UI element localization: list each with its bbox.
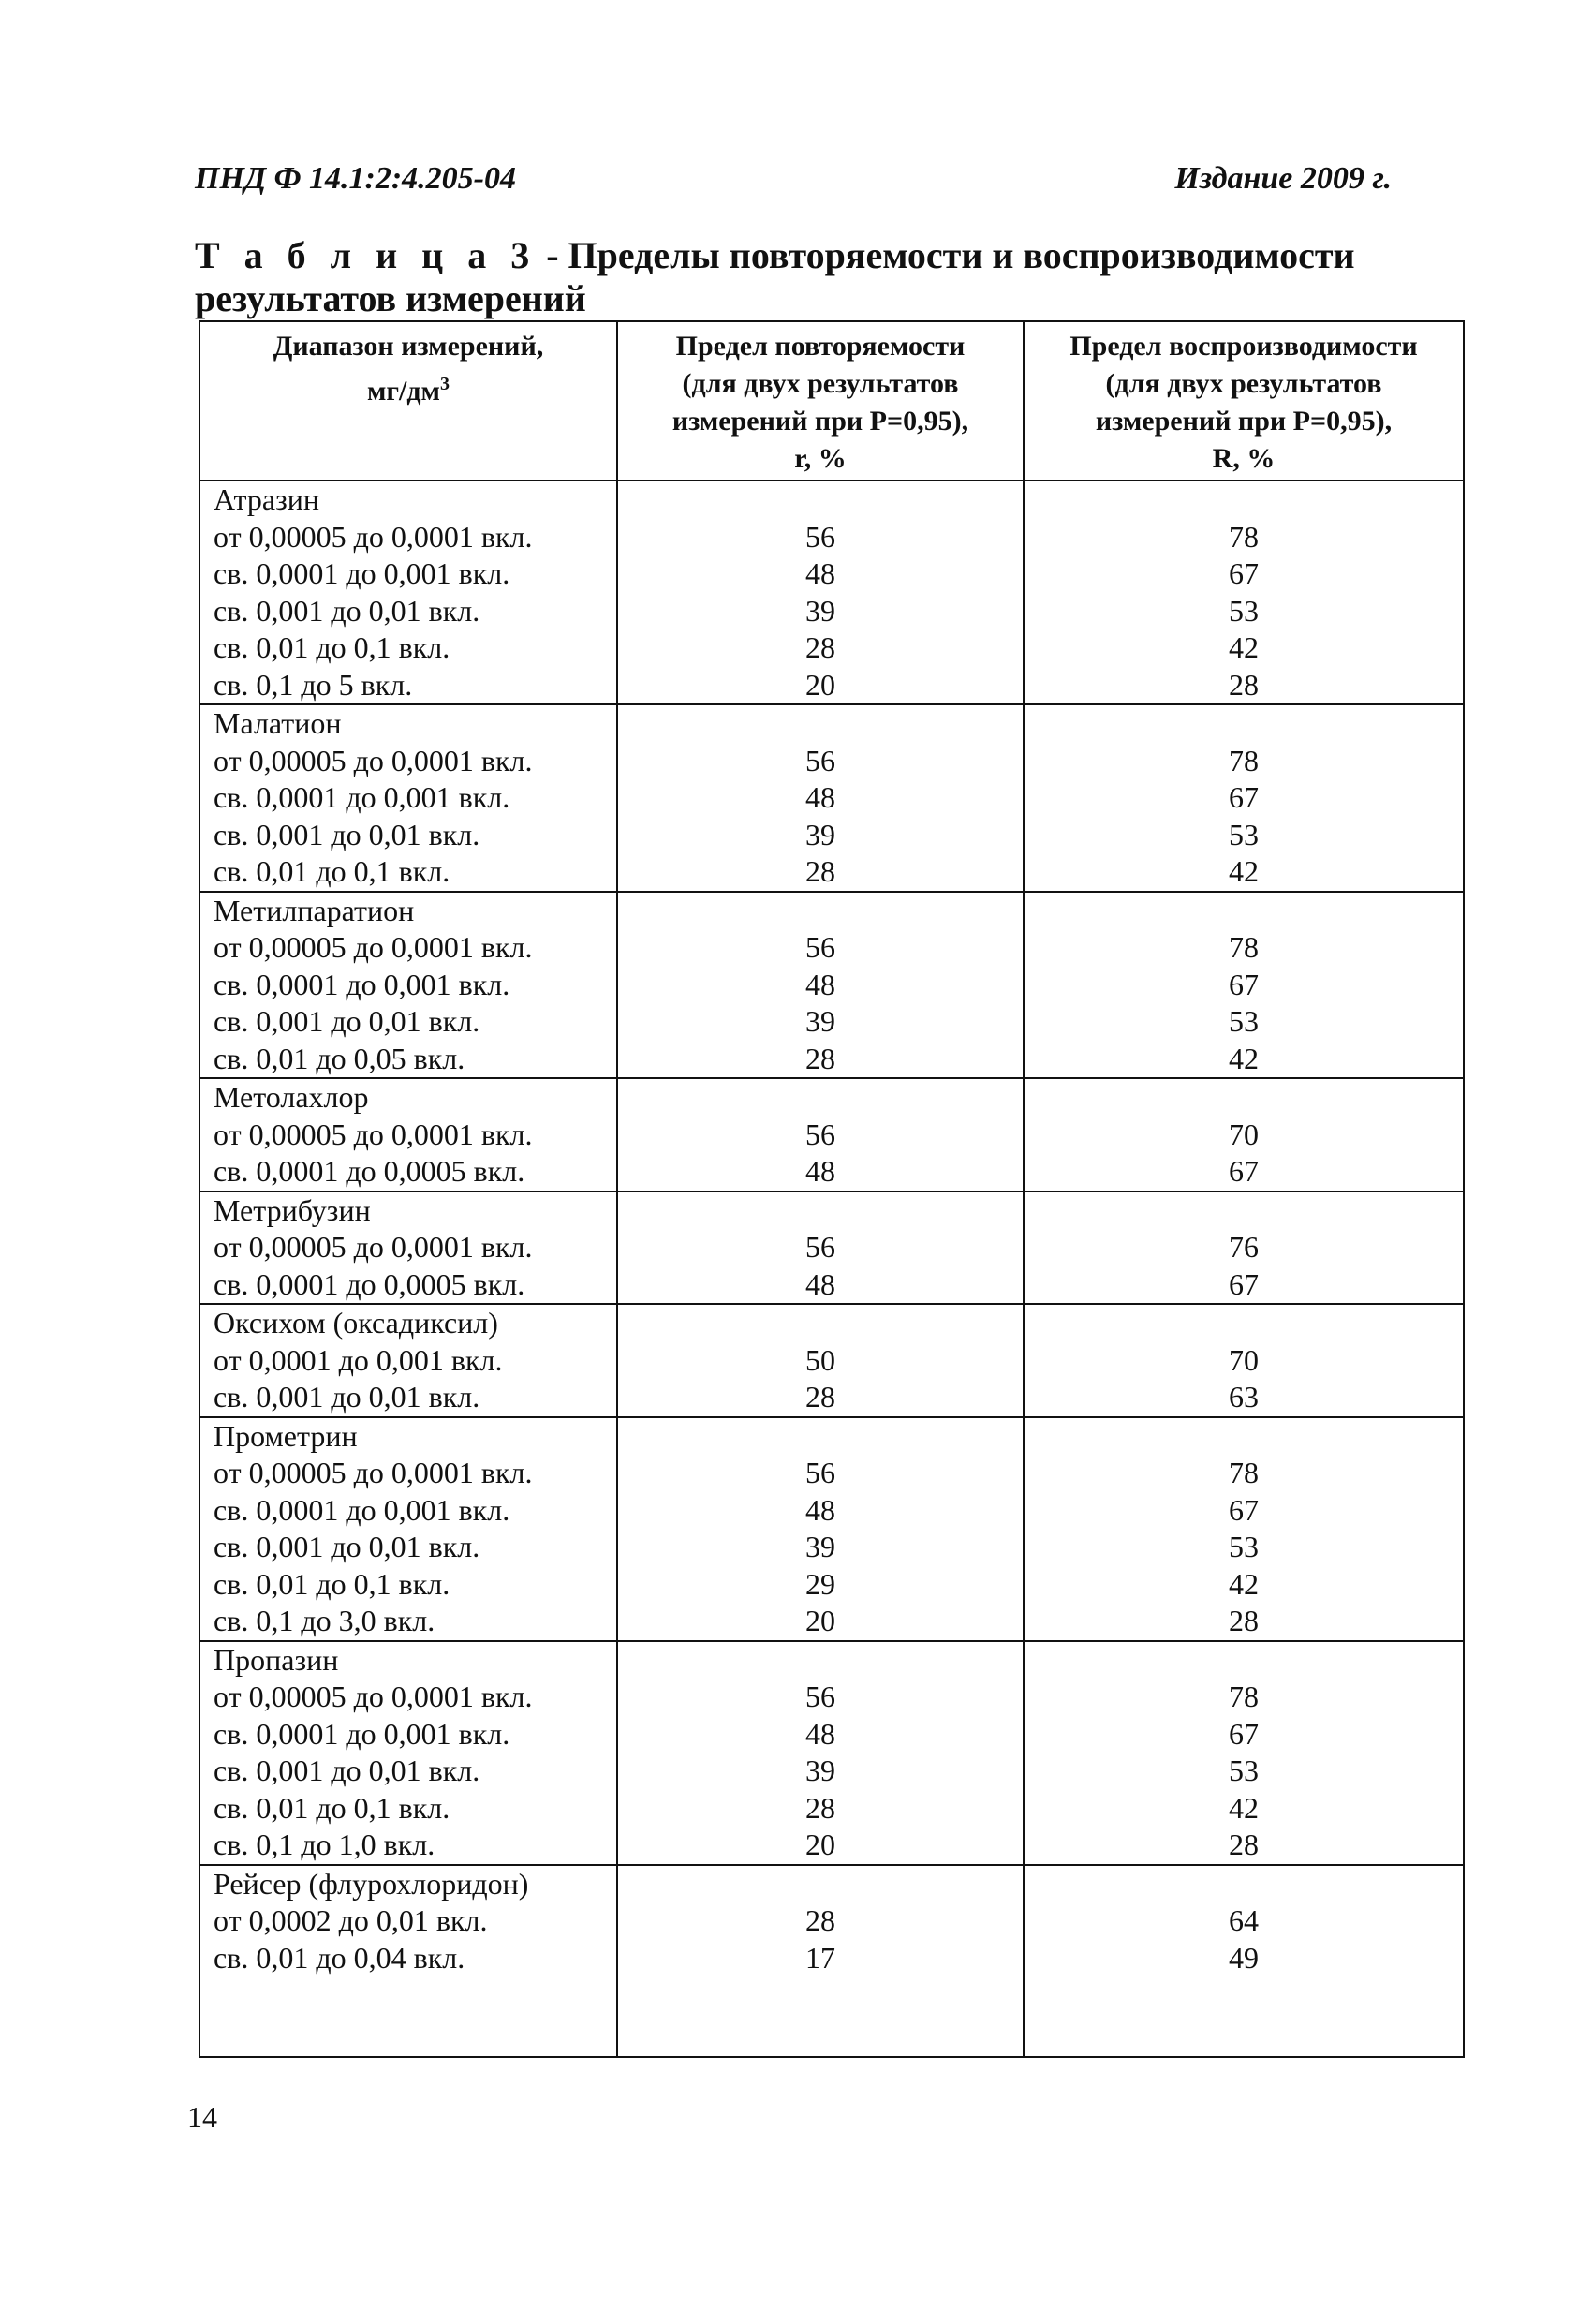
repeatability-value: 48 (805, 1492, 835, 1527)
blank-line (618, 1642, 1023, 1680)
range-value: св. 0,0001 до 0,001 вкл. (214, 967, 510, 1001)
blank-line (618, 481, 1023, 519)
range-cell (199, 1192, 617, 1305)
range-value: св. 0,1 до 1,0 вкл. (214, 1828, 435, 1861)
repeatability-value: 48 (805, 967, 835, 1001)
blank-line (618, 893, 1023, 930)
repeatability-value: 56 (805, 519, 835, 554)
reproducibility-value: 67 (1229, 1716, 1259, 1751)
table-section-row (199, 1417, 1464, 1641)
blank-line (1025, 1642, 1463, 1680)
document-code: ПНД Ф 14.1:2:4.205-04 (195, 161, 516, 196)
reproducibility-value: 67 (1229, 556, 1259, 590)
header-line: R, % (1212, 443, 1276, 474)
range-value: от 0,00005 до 0,0001 вкл. (214, 1456, 533, 1489)
reproducibility-value: 70 (1229, 1342, 1259, 1377)
header-line: измерений при Р=0,95), (1095, 406, 1393, 437)
repeatability-value: 17 (805, 1940, 835, 1975)
repeatability-cell (617, 1417, 1024, 1641)
reproducibility-value: 53 (1229, 817, 1259, 851)
range-value: св. 0,001 до 0,01 вкл. (214, 593, 480, 628)
column-header-repeatability (617, 321, 1024, 481)
reproducibility-cell (1024, 892, 1464, 1079)
repeatability-value: 48 (805, 780, 835, 814)
range-value: св. 0,0001 до 0,001 вкл. (214, 556, 510, 590)
page-number: 14 (187, 2100, 217, 2134)
table-section-row (199, 892, 1464, 1079)
range-value: св. 0,0001 до 0,001 вкл. (214, 1492, 510, 1527)
edition-label: Издание 2009 г. (1174, 161, 1392, 196)
repeatability-value: 48 (805, 1266, 835, 1301)
substance-name: Рейсер (флурохлоридон) (214, 1866, 529, 1901)
reproducibility-cell (1024, 1192, 1464, 1305)
column-header-reproducibility (1024, 321, 1464, 481)
reproducibility-value: 70 (1229, 1117, 1259, 1151)
header-line: Диапазон измерений, (273, 331, 544, 362)
repeatability-value: 56 (805, 1456, 835, 1489)
range-cell (199, 1865, 617, 2058)
range-value: от 0,00005 до 0,0001 вкл. (214, 743, 533, 777)
range-value: св. 0,001 до 0,01 вкл. (214, 1380, 480, 1414)
repeatability-value: 39 (805, 1754, 835, 1787)
repeatability-value: 28 (805, 1041, 835, 1075)
blank-line (618, 1305, 1023, 1342)
blank-line (618, 1418, 1023, 1456)
range-value: св. 0,001 до 0,01 вкл. (214, 817, 480, 851)
range-value: св. 0,1 до 3,0 вкл. (214, 1604, 435, 1637)
range-value: св. 0,0001 до 0,0005 вкл. (214, 1266, 525, 1301)
reproducibility-value: 78 (1229, 743, 1259, 777)
repeatability-value: 29 (805, 1566, 835, 1601)
header-line (208, 365, 609, 410)
blank-line (1025, 1866, 1463, 1903)
range-value: от 0,00005 до 0,0001 вкл. (214, 1230, 533, 1264)
repeatability-value: 39 (805, 1004, 835, 1038)
substance-name: Малатион (214, 706, 342, 740)
reproducibility-cell (1024, 481, 1464, 704)
limits-table (199, 320, 1465, 2058)
reproducibility-value: 28 (1229, 1828, 1259, 1861)
blank-line (1025, 1079, 1463, 1117)
range-value: от 0,00005 до 0,0001 вкл. (214, 1117, 533, 1151)
reproducibility-cell (1024, 1078, 1464, 1192)
repeatability-value: 28 (805, 1903, 835, 1937)
blank-line (618, 705, 1023, 743)
range-value: от 0,00005 до 0,0001 вкл. (214, 519, 533, 554)
repeatability-value: 20 (805, 1604, 835, 1637)
table-section-row (199, 1641, 1464, 1865)
reproducibility-cell (1024, 1641, 1464, 1865)
table-bottom-space (1025, 1976, 1463, 2056)
range-value: св. 0,01 до 0,05 вкл. (214, 1041, 465, 1075)
blank-line (1025, 1305, 1463, 1342)
reproducibility-value: 28 (1229, 667, 1259, 702)
header-line: (для двух результатов (682, 368, 959, 399)
blank-line (618, 1192, 1023, 1230)
range-value: св. 0,01 до 0,1 вкл. (214, 1566, 450, 1601)
repeatability-value: 56 (805, 1230, 835, 1264)
table-section-row (199, 1078, 1464, 1192)
range-value: св. 0,0001 до 0,0005 вкл. (214, 1154, 525, 1188)
repeatability-value: 48 (805, 556, 835, 590)
reproducibility-value: 76 (1229, 1230, 1259, 1264)
table-title (195, 234, 1450, 320)
reproducibility-value: 42 (1229, 1790, 1259, 1825)
range-value: от 0,00005 до 0,0001 вкл. (214, 930, 533, 964)
reproducibility-cell (1024, 1304, 1464, 1417)
repeatability-cell (617, 481, 1024, 704)
range-value: св. 0,001 до 0,01 вкл. (214, 1530, 480, 1563)
repeatability-value: 48 (805, 1154, 835, 1188)
unit-superscript: 3 (440, 374, 450, 394)
repeatability-value: 56 (805, 930, 835, 964)
reproducibility-value: 63 (1229, 1380, 1259, 1414)
range-cell (199, 1304, 617, 1417)
reproducibility-value: 67 (1229, 1492, 1259, 1527)
blank-line (1025, 1418, 1463, 1456)
reproducibility-value: 53 (1229, 1754, 1259, 1787)
reproducibility-value: 49 (1229, 1940, 1259, 1975)
substance-name: Пропазин (214, 1642, 339, 1677)
repeatability-cell (617, 1078, 1024, 1192)
header-line: Предел повторяемости (675, 331, 966, 362)
range-cell (199, 1641, 617, 1865)
reproducibility-value: 78 (1229, 1680, 1259, 1713)
blank-line (1025, 481, 1463, 519)
table-title-text: - Пределы повторяемости и воспроизводимости результатов измерений (195, 234, 1355, 319)
range-value: от 0,0001 до 0,001 вкл. (214, 1342, 503, 1377)
table-section-row (199, 481, 1464, 704)
range-value: св. 0,01 до 0,1 вкл. (214, 1790, 450, 1825)
repeatability-value: 56 (805, 743, 835, 777)
table-number-label: Т а б л и ц а 3 (195, 234, 538, 276)
repeatability-value: 56 (805, 1117, 835, 1151)
range-value: св. 0,1 до 5 вкл. (214, 667, 413, 702)
repeatability-value: 28 (805, 854, 835, 888)
reproducibility-value: 28 (1229, 1604, 1259, 1637)
range-value: св. 0,0001 до 0,001 вкл. (214, 780, 510, 814)
substance-name: Оксихом (оксадиксил) (214, 1306, 498, 1340)
repeatability-value: 39 (805, 593, 835, 628)
header-line: измерений при Р=0,95), (671, 406, 969, 437)
table-bottom-space (618, 1976, 1023, 2056)
repeatability-value: 48 (805, 1716, 835, 1751)
blank-line (618, 1866, 1023, 1903)
range-cell (199, 1417, 617, 1641)
reproducibility-cell (1024, 1865, 1464, 2058)
table-section-row (199, 1192, 1464, 1305)
repeatability-cell (617, 892, 1024, 1079)
range-cell (199, 481, 617, 704)
range-value: от 0,00005 до 0,0001 вкл. (214, 1680, 533, 1713)
repeatability-cell (617, 1641, 1024, 1865)
range-value: св. 0,01 до 0,1 вкл. (214, 630, 450, 664)
range-value: св. 0,01 до 0,1 вкл. (214, 854, 450, 888)
range-value: св. 0,001 до 0,01 вкл. (214, 1004, 480, 1038)
reproducibility-value: 78 (1229, 519, 1259, 554)
repeatability-cell (617, 704, 1024, 892)
substance-name: Метилпаратион (214, 893, 415, 927)
header-line: (для двух результатов (1105, 368, 1382, 399)
repeatability-cell (617, 1304, 1024, 1417)
repeatability-value: 39 (805, 817, 835, 851)
unit-text: мг/дм (366, 376, 440, 407)
repeatability-value: 39 (805, 1530, 835, 1563)
reproducibility-value: 42 (1229, 1041, 1259, 1075)
reproducibility-value: 53 (1229, 1530, 1259, 1563)
table-body (199, 481, 1464, 2057)
repeatability-value: 28 (805, 630, 835, 664)
repeatability-value: 28 (805, 1380, 835, 1414)
repeatability-cell (617, 1192, 1024, 1305)
blank-line (1025, 1192, 1463, 1230)
blank-line (618, 1079, 1023, 1117)
range-value: св. 0,001 до 0,01 вкл. (214, 1754, 480, 1787)
blank-line (1025, 705, 1463, 743)
range-value: св. 0,01 до 0,04 вкл. (214, 1940, 465, 1975)
repeatability-value: 28 (805, 1790, 835, 1825)
repeatability-value: 50 (805, 1342, 835, 1377)
reproducibility-value: 67 (1229, 1154, 1259, 1188)
substance-name: Атразин (214, 482, 319, 516)
reproducibility-value: 78 (1229, 930, 1259, 964)
table-section-row (199, 1865, 1464, 2058)
reproducibility-cell (1024, 704, 1464, 892)
table-section-row (199, 1304, 1464, 1417)
reproducibility-value: 53 (1229, 593, 1259, 628)
range-cell (199, 892, 617, 1079)
reproducibility-cell (1024, 1417, 1464, 1641)
reproducibility-value: 42 (1229, 854, 1259, 888)
header-line: Предел воспроизводимости (1069, 331, 1418, 362)
range-value: св. 0,0001 до 0,001 вкл. (214, 1716, 510, 1751)
repeatability-cell (617, 1865, 1024, 2058)
substance-name: Прометрин (214, 1418, 358, 1453)
repeatability-value: 20 (805, 1828, 835, 1861)
reproducibility-value: 67 (1229, 967, 1259, 1001)
reproducibility-value: 67 (1229, 1266, 1259, 1301)
range-value: от 0,0002 до 0,01 вкл. (214, 1903, 488, 1937)
blank-line (1025, 893, 1463, 930)
table-header-row (199, 321, 1464, 481)
reproducibility-value: 64 (1229, 1903, 1259, 1937)
range-cell (199, 704, 617, 892)
column-header-range (199, 321, 617, 481)
repeatability-value: 20 (805, 667, 835, 702)
reproducibility-value: 42 (1229, 630, 1259, 664)
reproducibility-value: 67 (1229, 780, 1259, 814)
table-section-row (199, 704, 1464, 892)
repeatability-value: 56 (805, 1680, 835, 1713)
reproducibility-value: 53 (1229, 1004, 1259, 1038)
reproducibility-value: 78 (1229, 1456, 1259, 1489)
table-bottom-space (200, 1976, 616, 2056)
substance-name: Метрибузин (214, 1192, 371, 1227)
range-cell (199, 1078, 617, 1192)
header-line: r, % (794, 443, 847, 474)
reproducibility-value: 42 (1229, 1566, 1259, 1601)
substance-name: Метолахлор (214, 1080, 369, 1114)
